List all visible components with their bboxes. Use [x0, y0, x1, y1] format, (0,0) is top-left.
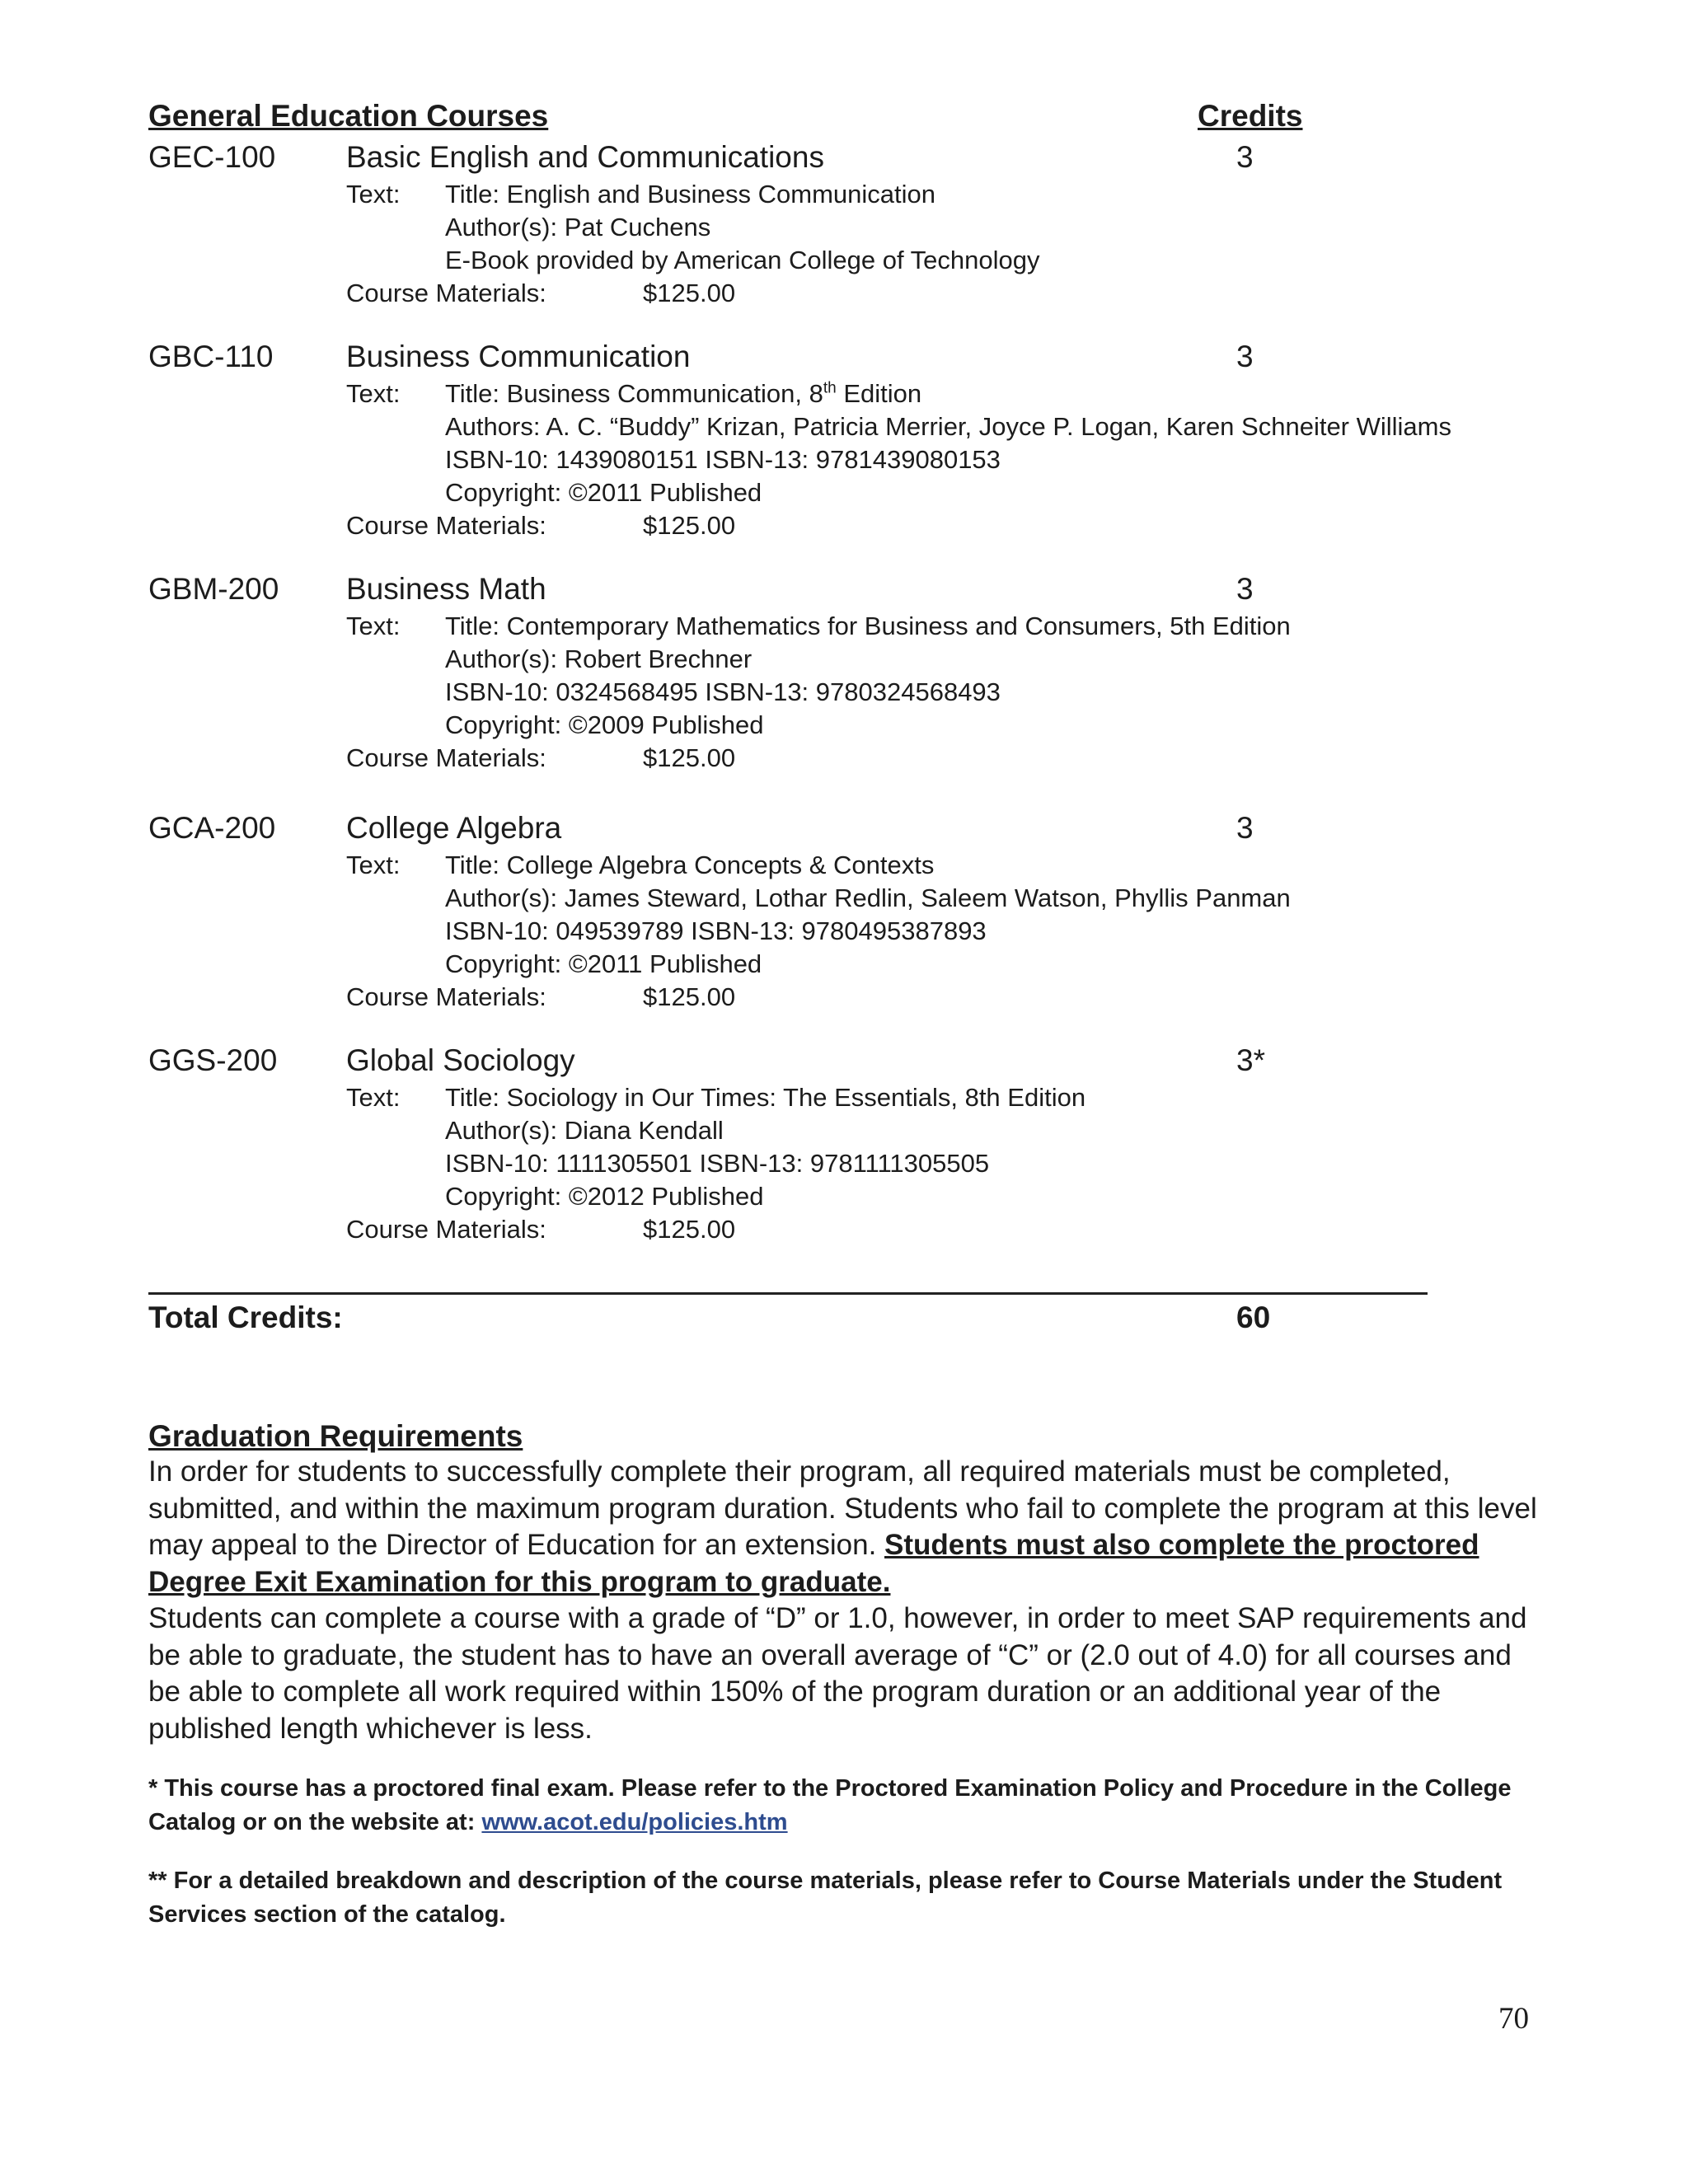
course-materials-label: Course Materials:	[346, 743, 546, 772]
course-code: GBC-110	[148, 340, 274, 373]
ordinal-suffix: th	[823, 379, 837, 397]
section-header	[148, 99, 1302, 142]
book-title-edition: Edition	[836, 379, 922, 408]
book-detail-line: ISBN-10: 1111305501 ISBN-13: 9781111305505	[445, 1149, 990, 1178]
course-credits: 3*	[1236, 1043, 1265, 1077]
proctored-exam-note	[148, 1772, 1550, 1840]
course-materials-label: Course Materials:	[346, 1215, 546, 1244]
text-label: Text:	[346, 612, 401, 640]
course-name: College Algebra	[346, 811, 562, 845]
book-title: Title: Sociology in Our Times: The Essentials, 8th Edition	[445, 1083, 1086, 1112]
course-code: GGS-200	[148, 1043, 278, 1077]
course-code: GCA-200	[148, 811, 276, 845]
course-materials-price: $125.00	[643, 279, 736, 307]
course-name: Business Communication	[346, 340, 691, 373]
course-block-gbm-200	[148, 572, 1550, 778]
book-detail-line: Copyright: ©2011 Published	[445, 478, 762, 507]
policies-link[interactable]: www.acot.edu/policies.htm	[481, 1809, 788, 1835]
book-detail-line: Author(s): Diana Kendall	[445, 1116, 724, 1145]
course-materials-price: $125.00	[643, 743, 736, 772]
proctored-exam-note-text: * This course has a proctored final exam. Please refer to the Proctored Examination Policy and Procedure in the College Catalog or on the website at:	[148, 1775, 1512, 1835]
course-name: Basic English and Communications	[346, 140, 824, 174]
course-block-gec-100	[148, 140, 1550, 313]
book-detail-line: Author(s): James Steward, Lothar Redlin, Saleem Watson, Phyllis Panman	[445, 883, 1291, 912]
book-detail-line: ISBN-10: 049539789 ISBN-13: 9780495387893	[445, 916, 987, 945]
course-credits: 3	[1236, 140, 1254, 174]
graduation-paragraph-2: Students can complete a course with a grade of “D” or 1.0, however, in order to meet SAP requirements and be able to graduate, the student has to have an overall average of “C” or (2.0 out of 4.0) for all courses and be able to complete all work required within 150% of the program duration or an additional year of the published length whichever is less.	[148, 1602, 1527, 1745]
section-title: General Education Courses	[148, 99, 549, 133]
credits-column-header: Credits	[1198, 99, 1303, 133]
book-detail-line: Author(s): Robert Brechner	[445, 644, 753, 673]
course-materials-price: $125.00	[643, 1215, 736, 1244]
book-detail-line: ISBN-10: 1439080151 ISBN-13: 9781439080153	[445, 445, 1001, 474]
book-title-main: Title: Business Communication, 8	[445, 379, 823, 408]
book-title: Title: English and Business Communication	[445, 180, 936, 209]
total-divider-line	[148, 1292, 1428, 1295]
course-materials-note: ** For a detailed breakdown and description of the course materials, please refer to Course Materials under the Student Services section of the catalog.	[148, 1868, 1503, 1928]
graduation-emphasis: Students must also complete the proctored Degree Exit Examination for this program to graduate.	[148, 1529, 1479, 1598]
total-credits-value: 60	[1236, 1301, 1271, 1334]
book-title: Title: College Algebra Concepts & Contexts	[445, 851, 935, 879]
graduation-requirements-title: Graduation Requirements	[148, 1419, 523, 1453]
text-label: Text:	[346, 180, 401, 209]
course-code: GBM-200	[148, 572, 279, 606]
course-credits: 3	[1236, 811, 1254, 845]
course-materials-label: Course Materials:	[346, 982, 546, 1011]
text-label: Text:	[346, 1083, 401, 1112]
course-code: GEC-100	[148, 140, 276, 174]
course-name: Business Math	[346, 572, 546, 606]
graduation-paragraph-1	[148, 1454, 1550, 1601]
text-label: Text:	[346, 851, 401, 879]
book-detail-line: Author(s): Pat Cuchens	[445, 213, 711, 241]
course-block-ggs-200	[148, 1043, 1550, 1249]
book-title	[445, 379, 921, 409]
book-detail-line: E-Book provided by American College of Technology	[445, 246, 1040, 274]
book-detail-line: ISBN-10: 0324568495 ISBN-13: 9780324568493	[445, 677, 1001, 706]
course-block-gca-200	[148, 811, 1550, 1017]
book-detail-line: Copyright: ©2009 Published	[445, 710, 764, 739]
book-detail-line: Copyright: ©2011 Published	[445, 949, 762, 978]
course-block-gbc-110	[148, 340, 1550, 546]
graduation-text: In order for students to successfully complete their program, all required materials must be completed, submitted, and within the maximum program duration. Students who fail to complete the program at this level may appeal to the Director of Education for an extension.	[148, 1455, 1537, 1561]
course-materials-label: Course Materials:	[346, 511, 546, 540]
course-name: Global Sociology	[346, 1043, 575, 1077]
course-materials-label: Course Materials:	[346, 279, 546, 307]
course-materials-price: $125.00	[643, 511, 736, 540]
book-title: Title: Contemporary Mathematics for Business and Consumers, 5th Edition	[445, 612, 1291, 640]
course-credits: 3	[1236, 572, 1254, 606]
course-materials-price: $125.00	[643, 982, 736, 1011]
course-credits: 3	[1236, 340, 1254, 373]
page-number: 70	[1498, 2002, 1529, 2036]
book-detail-line: Authors: A. C. “Buddy” Krizan, Patricia Merrier, Joyce P. Logan, Karen Schneiter Williams	[445, 412, 1451, 441]
total-credits-label: Total Credits:	[148, 1301, 343, 1334]
book-detail-line: Copyright: ©2012 Published	[445, 1182, 764, 1211]
text-label: Text:	[346, 379, 401, 408]
